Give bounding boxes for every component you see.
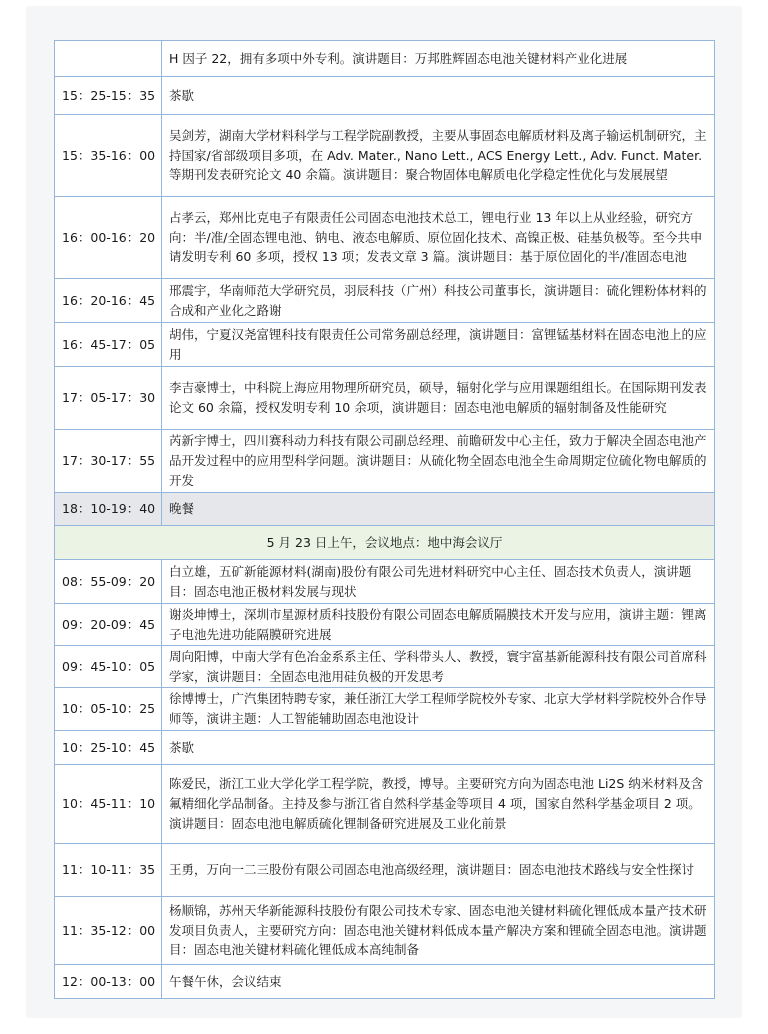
session-cell: 李吉豪博士，中科院上海应用物理所研究员，硕导，辐射化学与应用课题组组长。在国际期刊发表论文 60 余篇，授权发明专利 10 余项，演讲题目：固态电池电解质的辐射制备及性能研究 [162, 367, 715, 430]
time-cell: 15：25-15：35 [55, 77, 162, 115]
table-row [55, 844, 715, 897]
table-row [55, 731, 715, 765]
time-cell: 09：20-09：45 [55, 604, 162, 646]
session-cell: 徐博博士，广汽集团特聘专家，兼任浙江大学工程师学院校外专家、北京大学材料学院校外合作导师等，演讲主题：人工智能辅助固态电池设计 [162, 688, 715, 731]
table-row [55, 367, 715, 430]
table-row [55, 560, 715, 604]
time-cell: 17：05-17：30 [55, 367, 162, 430]
table-row [55, 765, 715, 844]
session-cell: 周向阳博，中南大学有色冶金系系主任、学科带头人、教授，寰宇富基新能源科技有限公司首席科学家，演讲题目：全固态电池用硅负极的开发思考 [162, 646, 715, 688]
table-row [55, 323, 715, 367]
session-cell: 王勇，万向一二三股份有限公司固态电池高级经理，演讲题目：固态电池技术路线与安全性探讨 [162, 844, 715, 897]
table-row-meal [55, 493, 715, 526]
table-row [55, 115, 715, 197]
session-cell: 午餐午休，会议结束 [162, 965, 715, 999]
time-cell: 11：35-12：00 [55, 897, 162, 965]
time-cell: 16：20-16：45 [55, 279, 162, 323]
section-header-row [55, 526, 715, 560]
table-row [55, 41, 715, 77]
time-cell: 18：10-19：40 [55, 493, 162, 526]
table-row [55, 897, 715, 965]
session-cell: 白立雄，五矿新能源材料(湖南)股份有限公司先进材料研究中心主任、固态技术负责人，演讲题目：固态电池正极材料发展与现状 [162, 560, 715, 604]
time-cell: 16：45-17：05 [55, 323, 162, 367]
session-cell: 陈爱民，浙江工业大学化学工程学院，教授，博导。主要研究方向为固态电池 Li2S 纳米材料及含氟精细化学品制备。主持及参与浙江省自然科学基金等项目 4 项，国家自然科学基金项目 2 项。演讲题目：固态电池电解质硫化锂制备研究进展及工业化前景 [162, 765, 715, 844]
session-cell: 谢炎坤博士，深圳市星源材质科技股份有限公司固态电解质隔膜技术开发与应用，演讲主题：锂离子电池先进功能隔膜研究进展 [162, 604, 715, 646]
session-cell: 杨顺锦，苏州天华新能源科技股份有限公司技术专家、固态电池关键材料硫化锂低成本量产技术研发项目负责人，主要研究方向：固态电池关键材料低成本量产解决方案和锂硫全固态电池。演讲题目：固态电池关键材料硫化锂低成本高纯制备 [162, 897, 715, 965]
time-cell: 10：25-10：45 [55, 731, 162, 765]
table-row [55, 965, 715, 999]
section-header: 5 月 23 日上午，会议地点：地中海会议厅 [55, 526, 715, 560]
table-row [55, 688, 715, 731]
time-cell: 08：55-09：20 [55, 560, 162, 604]
session-cell: 占孝云，郑州比克电子有限责任公司固态电池技术总工，锂电行业 13 年以上从业经验，研究方向：半/准/全固态锂电池、钠电、液态电解质、原位固化技术、高镍正极、硅基负极等。至今共申请发明专利 60 多项，授权 13 项；发表文章 3 篇。演讲题目：基于原位固化的半/准固态电池 [162, 197, 715, 279]
table-row [55, 77, 715, 115]
session-cell: 晚餐 [162, 493, 715, 526]
table-row [55, 197, 715, 279]
session-cell: 茶歇 [162, 731, 715, 765]
time-cell: 17：30-17：55 [55, 430, 162, 493]
session-cell: 胡伟，宁夏汉尧富锂科技有限责任公司常务副总经理，演讲题目：富锂锰基材料在固态电池上的应用 [162, 323, 715, 367]
table-row [55, 430, 715, 493]
table-row [55, 604, 715, 646]
session-cell: 茶歇 [162, 77, 715, 115]
session-cell: 吴剑芳，湖南大学材料科学与工程学院副教授，主要从事固态电解质材料及离子输运机制研究，主持国家/省部级项目多项，在 Adv. Mater., Nano Lett., ACS Energy Lett., Adv. Funct. Mater.等期刊发表研究论文 40 余篇。演讲题目：聚合物固体电解质电化学稳定性优化与发展展望 [162, 115, 715, 197]
session-cell: 芮新宇博士，四川赛科动力科技有限公司副总经理、前瞻研发中心主任，致力于解决全固态电池产品开发过程中的应用型科学问题。演讲题目：从硫化物全固态电池全生命周期定位硫化物电解质的开发 [162, 430, 715, 493]
session-cell: 邢震宇，华南师范大学研究员，羽辰科技（广州）科技公司董事长，演讲题目：硫化锂粉体材料的合成和产业化之路谢 [162, 279, 715, 323]
time-cell: 09：45-10：05 [55, 646, 162, 688]
time-cell: 11：10-11：35 [55, 844, 162, 897]
time-cell: 12：00-13：00 [55, 965, 162, 999]
schedule-table [54, 40, 715, 999]
time-cell: 15：35-16：00 [55, 115, 162, 197]
session-cell: H 因子 22，拥有多项中外专利。演讲题目：万邦胜辉固态电池关键材料产业化进展 [162, 41, 715, 77]
table-row [55, 279, 715, 323]
time-cell: 16：00-16：20 [55, 197, 162, 279]
table-row [55, 646, 715, 688]
time-cell [55, 41, 162, 77]
time-cell: 10：05-10：25 [55, 688, 162, 731]
time-cell: 10：45-11：10 [55, 765, 162, 844]
